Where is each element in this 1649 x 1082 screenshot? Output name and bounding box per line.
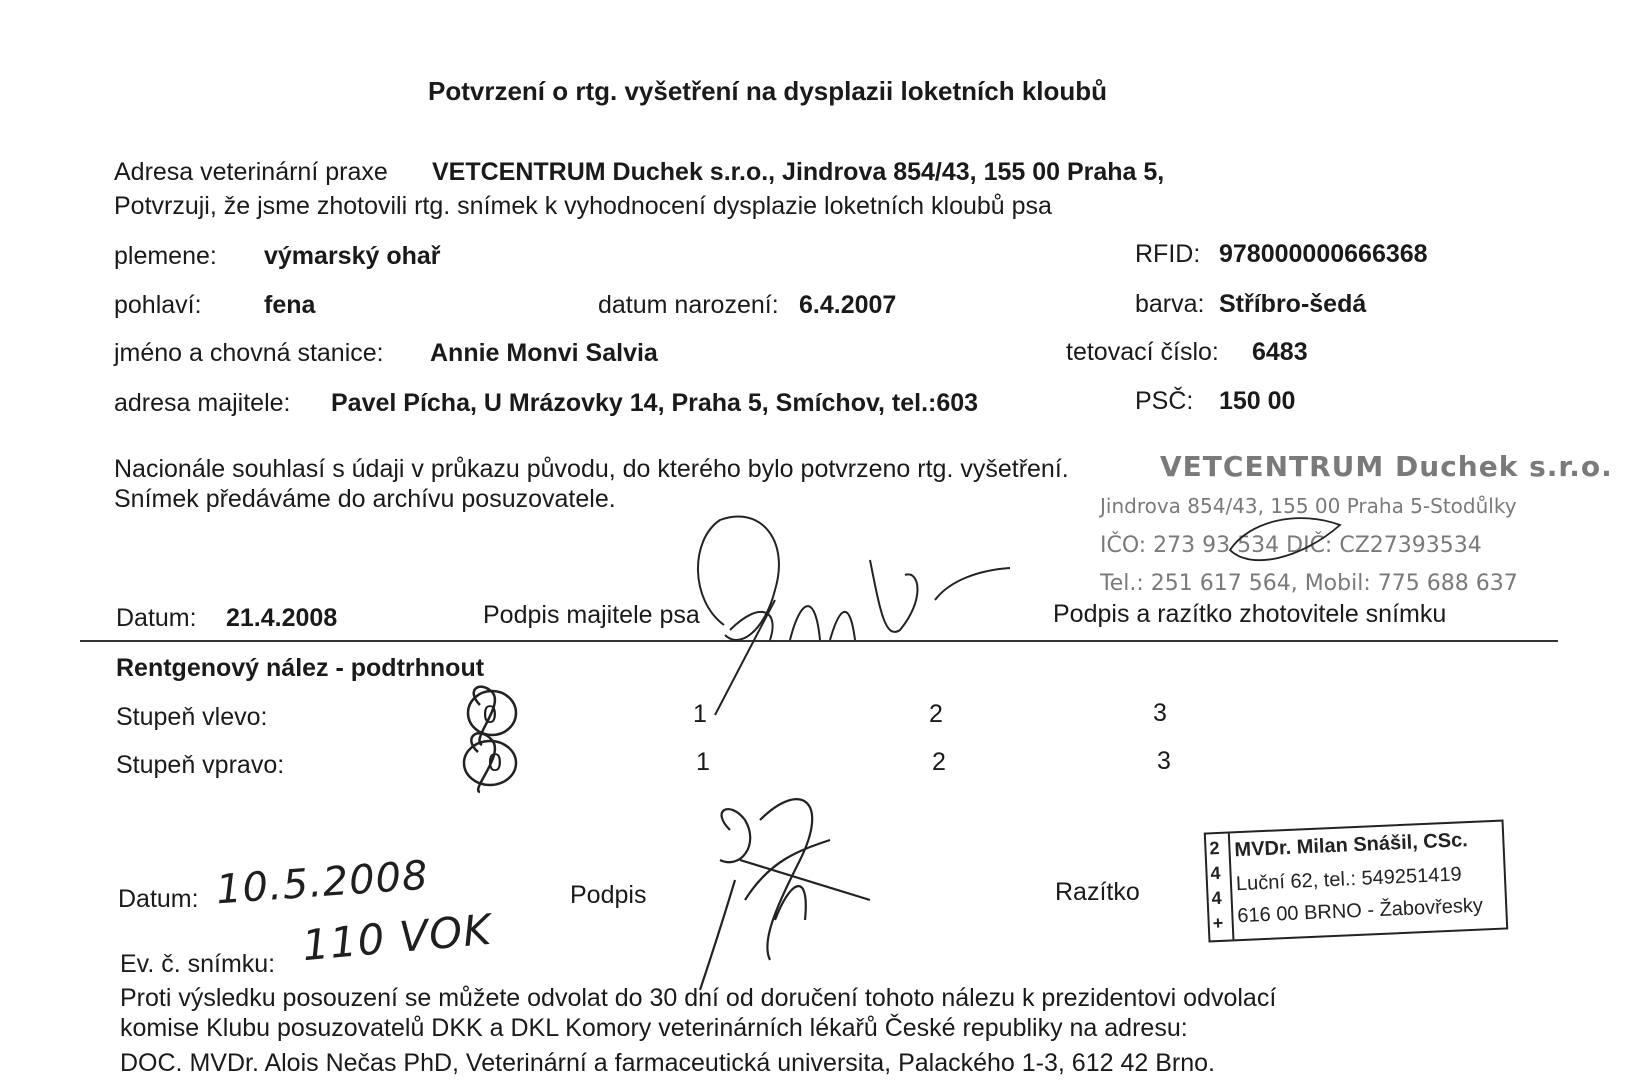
owner-address-value: Pavel Pícha, U Mrázovky 14, Praha 5, Smíchov, tel.:603 [331,389,979,417]
psc-label: PSČ: [1135,387,1194,415]
vet-stamp-city: 616 00 BRNO - Žabovřesky [1236,894,1484,928]
practice-label: Adresa veterinární praxe [114,158,388,186]
name-kennel-label: jméno a chovná stanice: [114,339,384,367]
document-title: Potvrzení o rtg. vyšetření na dysplazii loketních kloubů [428,76,1108,106]
evaluation-date-label: Datum: [118,885,199,913]
examiner-signature [700,799,870,990]
clinic-stamp-ico: IČO: 273 93 534 DIČ: CZ27393534 [1100,533,1482,558]
sex-value: fena [264,291,316,319]
clinic-stamp-address: Jindrova 854/43, 155 00 Praha 5-Stodůlky [1100,494,1517,518]
owner-signature-label: Podpis majitele psa [483,601,700,629]
grade-right-0: 0 [488,749,502,777]
clinic-stamp-name: VETCENTRUM Duchek s.r.o. [1160,450,1613,483]
grade-right-label: Stupeň vpravo: [116,751,285,779]
breed-label: plemene: [114,242,217,270]
appeal-line-3: DOC. MVDr. Alois Nečas PhD, Veterinární a farmaceutická universita, Palackého 1-3, 612 42 Brno. [120,1049,1215,1077]
owner-address-label: adresa majitele: [114,389,291,417]
vet-stamp-name: MVDr. Milan Snášil, CSc. [1234,829,1469,862]
maker-signature-label: Podpis a razítko zhotovitele snímku [1053,600,1447,628]
practice-value: VETCENTRUM Duchek s.r.o., Jindrova 854/43, 155 00 Praha 5, [432,158,1165,186]
vet-stamp-address: Luční 62, tel.: 549251419 [1235,863,1463,896]
clinic-stamp-scribble [1230,518,1340,560]
grade-left-3: 3 [1153,699,1167,727]
grade-right-2: 2 [932,748,946,776]
tattoo-label: tetovací číslo: [1066,338,1219,366]
birth-date-value: 6.4.2007 [799,291,897,319]
confirmation-text: Potvrzuji, že jsme zhotovili rtg. snímek k vyhodnocení dysplazie loketních kloubů psa [114,192,1052,220]
clinic-stamp-phone: Tel.: 251 617 564, Mobil: 775 688 637 [1100,571,1518,596]
name-kennel-value: Annie Monvi Salvia [430,339,658,367]
sex-label: pohlaví: [114,291,202,319]
vet-stamp-side-number: + [1212,912,1224,934]
grade-left-1: 1 [693,700,707,728]
grade-left-2: 2 [929,700,943,728]
date-value: 21.4.2008 [226,604,338,632]
note-line-1: Nacionále souhlasí s údaji v průkazu původu, do kterého bylo potvrzeno rtg. vyšetření. [114,455,1069,483]
grade-left-label: Stupeň vlevo: [116,703,268,731]
rfid-value: 978000000666368 [1219,240,1428,268]
evaluation-signature-label: Podpis [570,881,647,909]
appeal-line-1: Proti výsledku posouzení se můžete odvolat do 30 dní od doručení tohoto nálezu k prezidentovi odvolací [120,984,1277,1012]
color-label: barva: [1135,290,1205,318]
vet-stamp-side-number: 4 [1210,862,1221,884]
vet-stamp-side-number: 2 [1209,837,1220,859]
note-line-2: Snímek předáváme do archívu posuzovatele. [114,485,616,513]
tattoo-value: 6483 [1252,338,1308,366]
xray-number-label: Ev. č. snímku: [120,950,276,978]
xray-number-handwritten: 110 VOK [300,904,494,971]
owner-signature [698,516,1010,640]
color-value: Stříbro-šedá [1219,290,1367,318]
evaluation-date-handwritten: 10.5.2008 [214,852,430,914]
vet-stamp-side-number: 4 [1211,887,1223,909]
evaluation-stamp-label: Razítko [1055,878,1140,906]
date-label: Datum: [116,604,197,632]
findings-heading: Rentgenový nález - podtrhnout [116,654,485,682]
birth-date-label: datum narození: [598,291,779,319]
psc-value: 150 00 [1219,387,1296,415]
grade-right-3: 3 [1157,747,1171,775]
grade-right-1: 1 [696,748,710,776]
rfid-label: RFID: [1135,240,1201,268]
breed-value: výmarský ohař [264,242,441,270]
grade-left-0: 0 [483,701,497,729]
appeal-line-2: komise Klubu posuzovatelů DKK a DKL Komory veterinárních lékařů České republiky na adresu: [120,1014,1188,1042]
